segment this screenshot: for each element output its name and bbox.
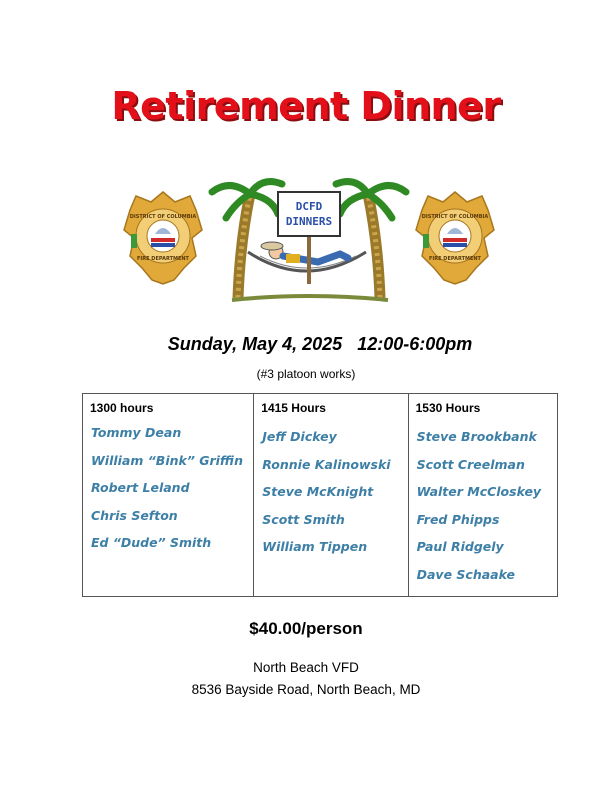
schedule-table xyxy=(82,393,558,597)
event-time: 12:00-6:00pm xyxy=(357,334,473,354)
badge-top-text: DISTRICT OF COLUMBIA xyxy=(129,214,197,220)
svg-text:DISTRICT OF COLUMBIA: DISTRICT OF COLUMBIA xyxy=(421,214,489,220)
event-date: Sunday, May 4, 2025 xyxy=(167,334,343,354)
sign-line-2: DINNERS xyxy=(285,215,333,228)
name-list xyxy=(417,428,541,593)
fire-department-badge-left-icon xyxy=(124,192,202,284)
list-item: Steve McKnight xyxy=(262,484,374,499)
list-item: Robert Leland xyxy=(91,480,190,495)
list-item: Ronnie Kalinowski xyxy=(262,456,391,472)
list-item: Walter McCloskey xyxy=(416,484,542,499)
list-item: Fred Phipps xyxy=(416,511,500,527)
venue-name: North Beach VFD xyxy=(253,660,359,675)
svg-text:FIRE DEPARTMENT: FIRE DEPARTMENT xyxy=(429,256,481,262)
column-heading: 1415 Hours xyxy=(261,401,326,415)
schedule-column xyxy=(253,394,407,596)
venue-address: 8536 Bayside Road, North Beach, MD xyxy=(191,682,421,697)
list-item: Scott Smith xyxy=(262,511,345,527)
list-item: William “Bink” Griffin xyxy=(91,452,244,468)
column-heading: 1300 hours xyxy=(90,401,154,415)
platoon-note: (#3 platoon works) xyxy=(256,367,356,381)
event-date-time xyxy=(0,334,612,355)
column-heading: 1530 Hours xyxy=(415,401,481,415)
badge-bottom-text: FIRE DEPARTMENT xyxy=(137,256,189,262)
name-list xyxy=(91,424,243,562)
list-item: Paul Ridgely xyxy=(416,539,504,554)
list-item: Dave Schaake xyxy=(416,566,515,582)
header-artwork xyxy=(0,172,612,302)
list-item: Steve Brookbank xyxy=(416,429,537,444)
name-list xyxy=(262,428,390,566)
ticket-price: $40.00/person xyxy=(249,619,363,638)
list-item: Jeff Dickey xyxy=(262,429,337,444)
list-item: Chris Sefton xyxy=(91,507,178,523)
fire-department-badge-right-icon xyxy=(416,192,494,284)
schedule-column xyxy=(408,394,557,596)
schedule-column xyxy=(83,394,253,596)
sign-line-1: DCFD xyxy=(295,200,323,213)
list-item: Ed “Dude” Smith xyxy=(91,535,212,550)
list-item: William Tippen xyxy=(262,539,368,554)
list-item: Scott Creelman xyxy=(416,456,525,472)
list-item: Tommy Dean xyxy=(91,425,182,440)
event-title: Retirement Dinner xyxy=(111,84,501,128)
